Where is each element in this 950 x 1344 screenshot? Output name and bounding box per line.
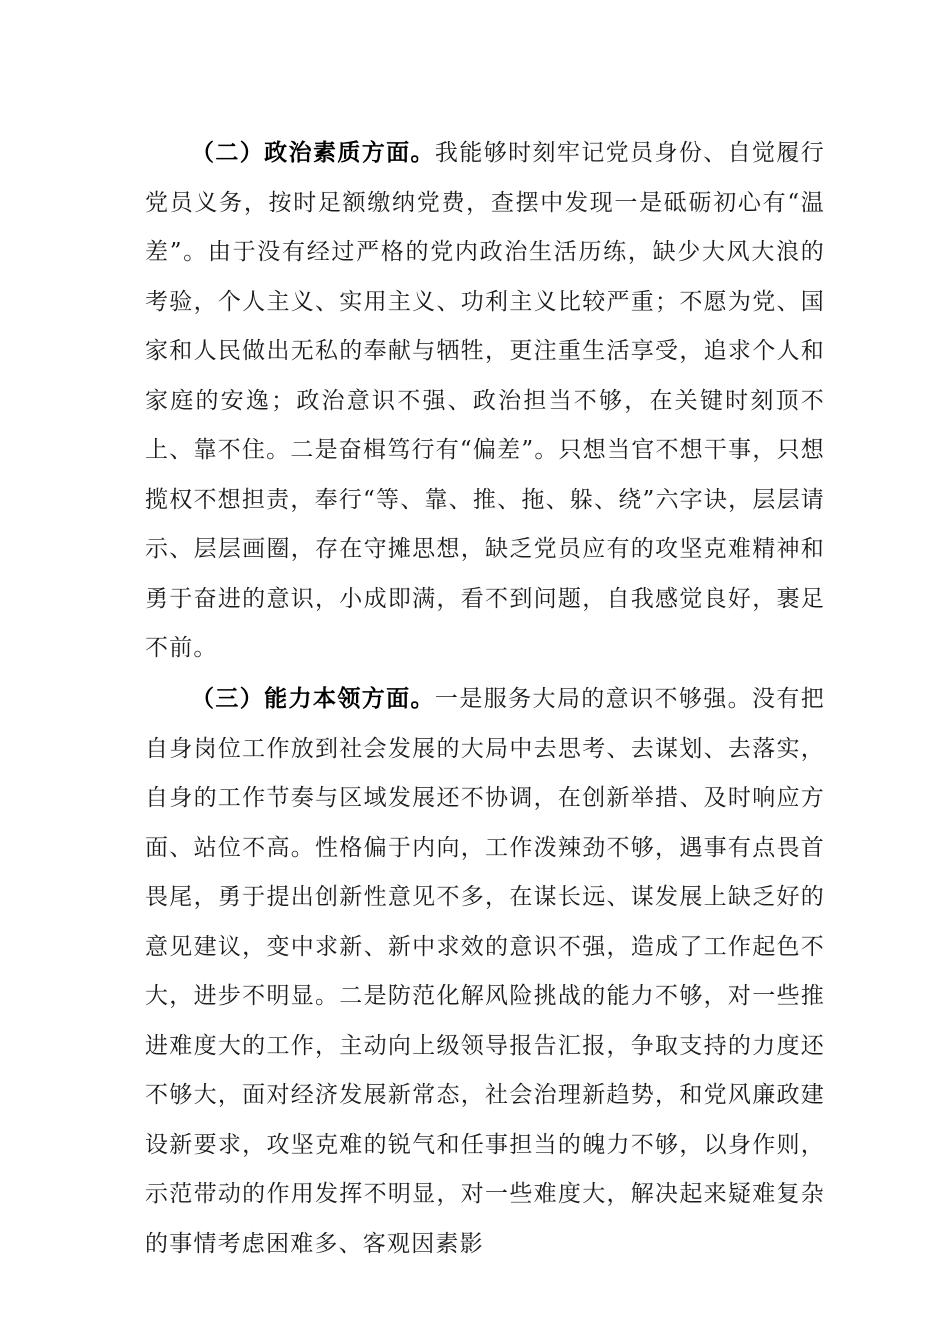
section-body: 我能够时刻牢记党员身份、自觉履行党员义务，按时足额缴纳党费，查摆中发现一是砥砺初心有“温差”。由于没有经过严格的党内政治生活历练，缺少大风大浪的考验，个人主义、实用主义、功利主义比较严重；不愿为党、国家和人民做出无私的奉献与牺牲，更注重生活享受，追求个人和家庭的安逸；政治意识不强、政治担当不够，在关键时刻顶不上、靠不住。二是奋楫笃行有“偏差”。只想当官不想干事，只想揽权不想担责，奉行“等、靠、推、拖、躲、绕”六字诀，层层请示、层层画圈，存在守摊思想，缺乏党员应有的攻坚克难精神和勇于奋进的意识，小成即满，看不到问题，自我感觉良好，裹足不前。 <box>145 140 826 661</box>
section-heading: （二）政治素质方面。 <box>191 139 435 166</box>
section-heading: （三）能力本领方面。 <box>191 685 435 712</box>
section-political-quality <box>145 128 825 674</box>
section-ability <box>145 674 825 1269</box>
section-body: 一是服务大局的意识不够强。没有把自身岗位工作放到社会发展的大局中去思考、去谋划、去落实，自身的工作节奏与区域发展还不协调，在创新举措、及时响应方面、站位不高。性格偏于内向，工作泼辣劲不够，遇事有点畏首畏尾，勇于提出创新性意见不多，在谋长远、谋发展上缺乏好的意见建议，变中求新、新中求效的意识不强，造成了工作起色不大，进步不明显。二是防范化解风险挑战的能力不够，对一些推进难度大的工作，主动向上级领导报告汇报，争取支持的力度还不够大，面对经济发展新常态，社会治理新趋势，和党风廉政建设新要求，攻坚克难的锐气和任事担当的魄力不够，以身作则，示范带动的作用发挥不明显，对一些难度大，解决起来疑难复杂的事情考虑困难多、客观因素影 <box>145 686 826 1257</box>
